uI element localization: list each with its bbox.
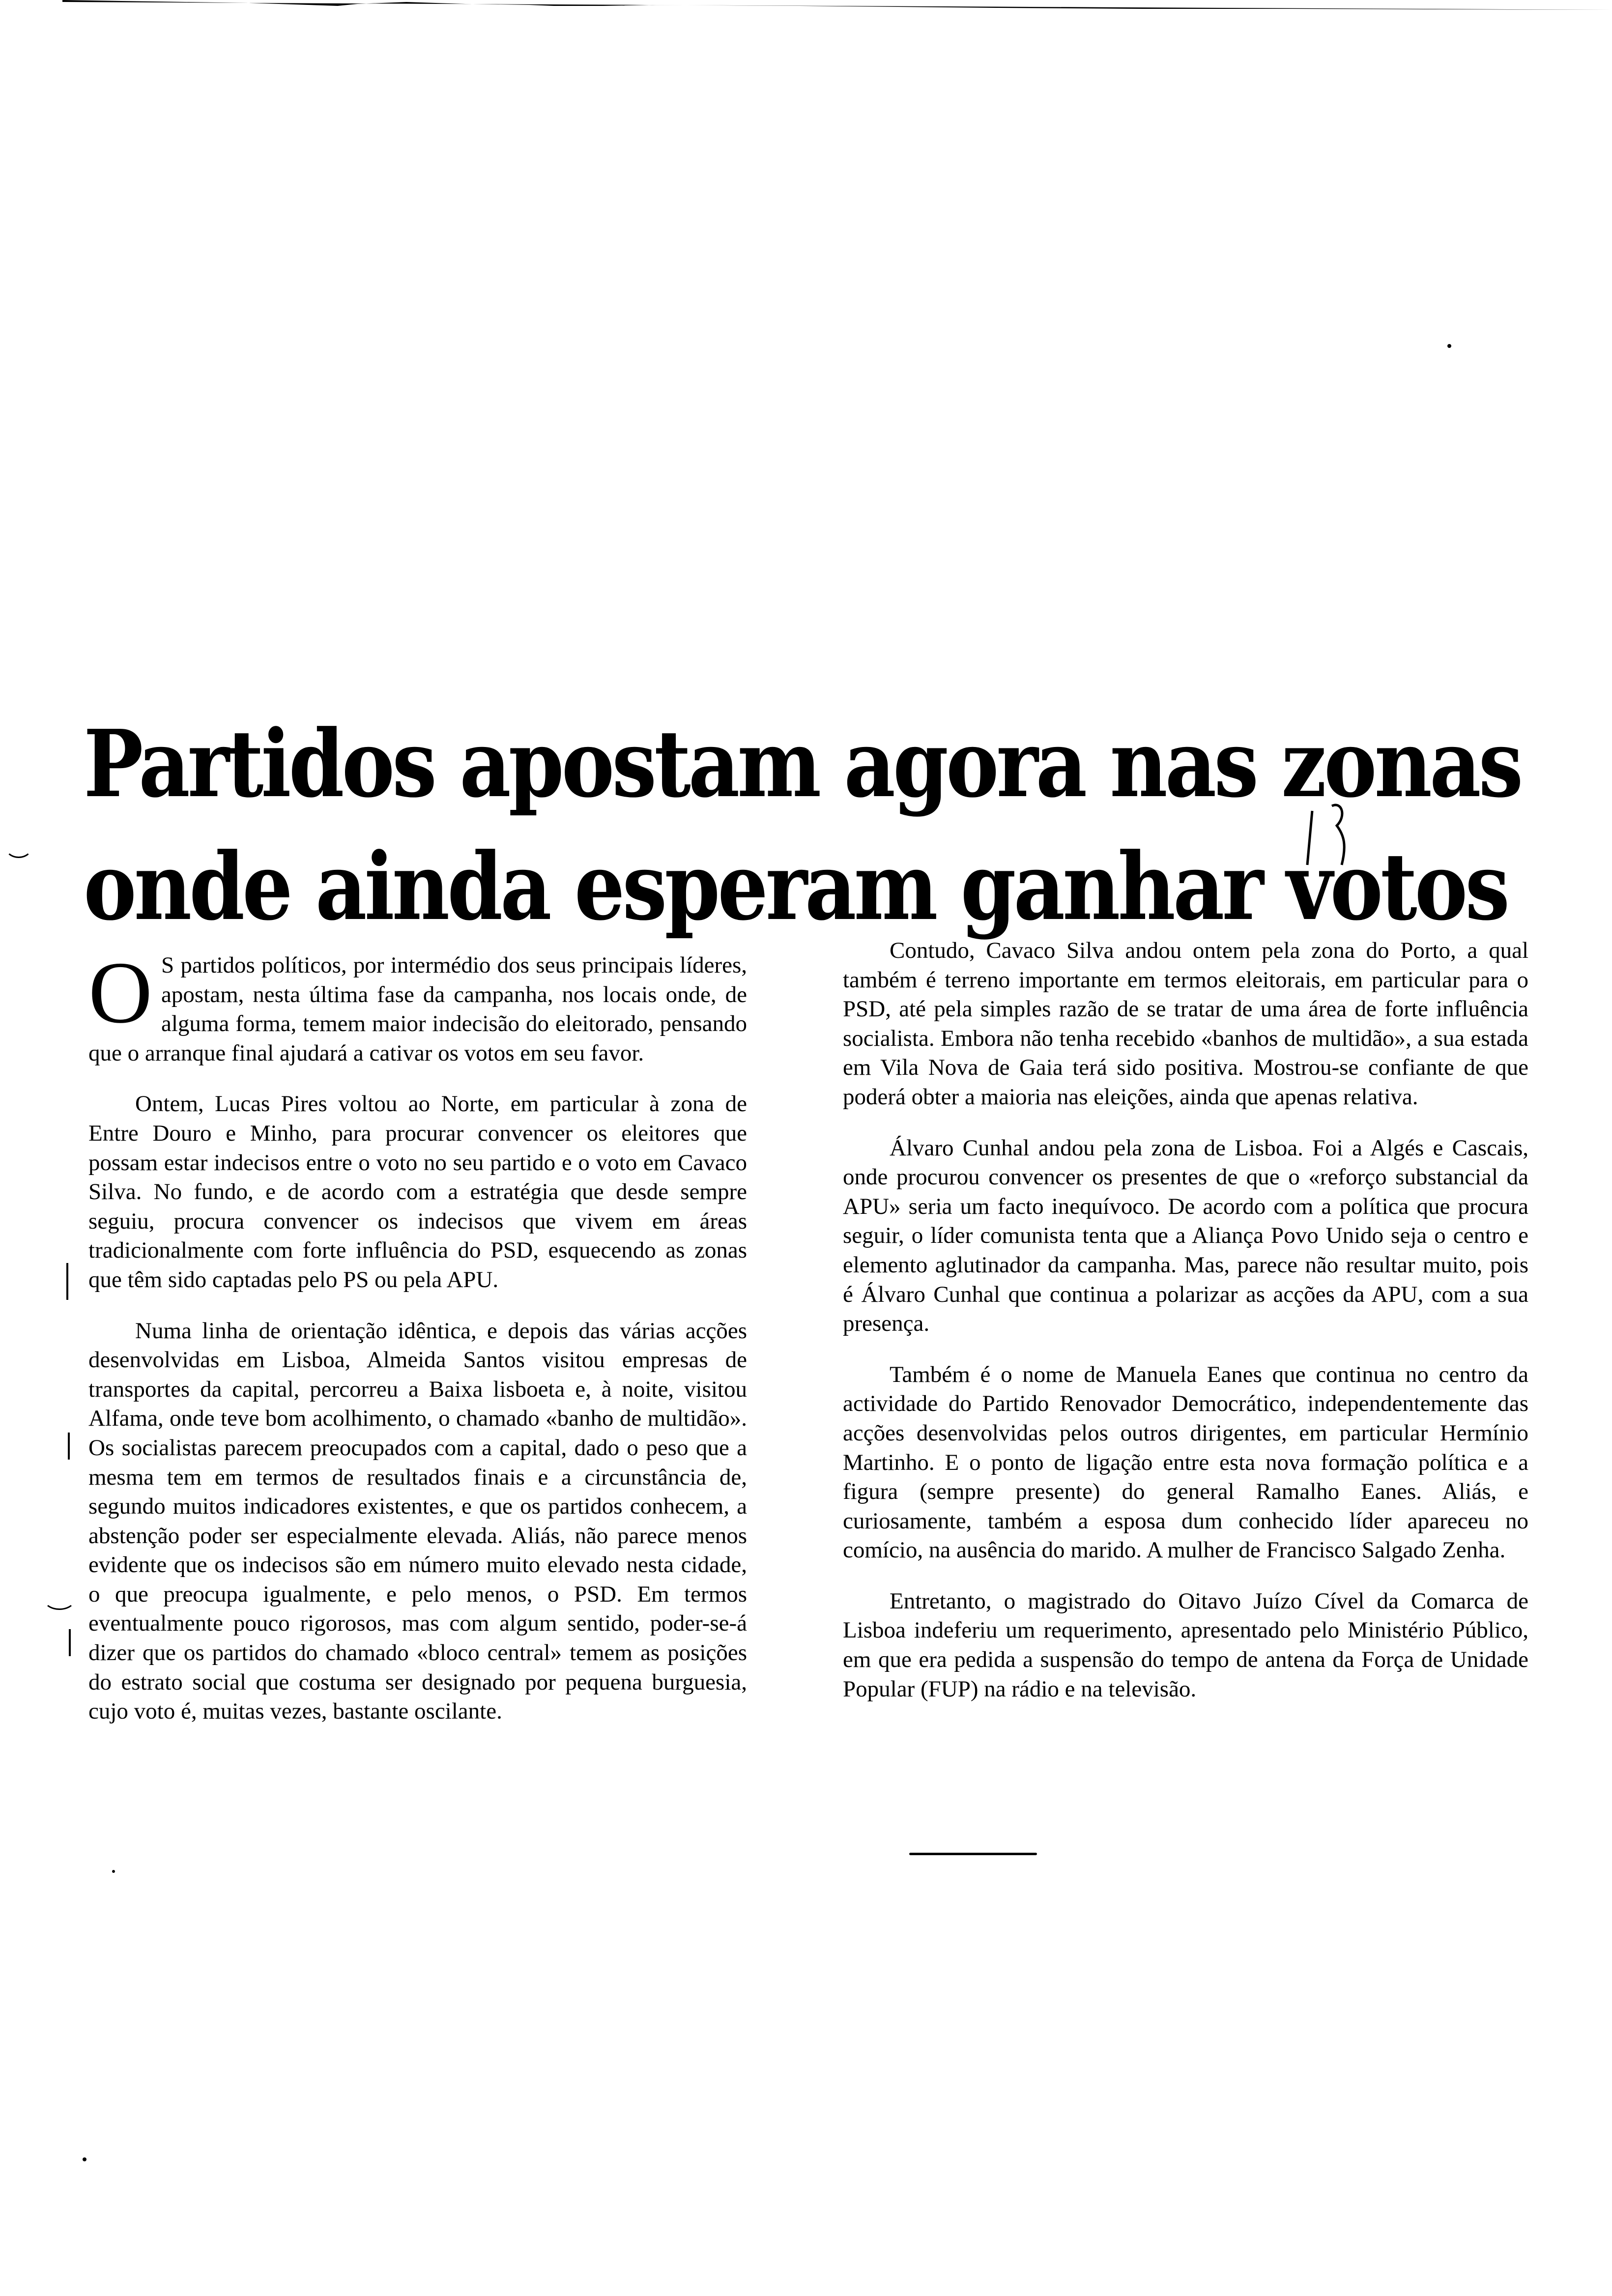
paragraph-text: Ontem, Lucas Pires voltou ao Norte, em particular à zona de Entre Douro e Minho, para procurar convencer os eleitores que possam estar indecisos entre o voto no seu partido e o voto em Cavaco Silva. No fundo, e de acordo com a estratégia que desde sempre seguiu, procura convencer os indecisos que vivem em áreas tradicionalmente com forte influência do PSD, esquecendo as zonas que têm sido captadas pelo PS ou pela APU. <box>88 1091 747 1292</box>
margin-line-mark <box>68 1433 70 1460</box>
article-column-right <box>843 936 1528 1725</box>
scan-speck <box>112 1870 115 1873</box>
scan-edge-artifact <box>62 0 1612 10</box>
article-column-left <box>88 944 747 1748</box>
paragraph-text: Entretanto, o magistrado do Oitavo Juízo Cível da Comarca de Lisboa indeferiu um requerimento, apresentado pelo Ministério Público, em que era pedida a suspensão do tempo de antena da Força de Unidade Popular (FUP) na rádio e na televisão. <box>843 1588 1528 1702</box>
margin-curve-mark <box>5 835 32 858</box>
handwritten-mark <box>1297 801 1376 875</box>
scan-speck <box>1447 344 1451 348</box>
drop-cap: O <box>88 944 152 1041</box>
paragraph-text: Numa linha de orientação idêntica, e depois das várias acções desenvolvidas em Lisboa, Almeida Santos visitou empresas de transportes da capital, percorreu a Baixa lisboeta e, à noite, visitou Alfama, onde teve bom acolhimento, o chamado «banho de multidão». Os socialistas parecem preocupados com a capital, dado o peso que a mesma tem em termos de resultados finais e a circunstância de, segundo muitos indicadores existentes, e que os partidos conhecem, a abstenção poder ser especialmente elevada. Aliás, não parece menos evidente que os indecisos são em número muito elevado nesta cidade, o que preocupa igualmente, e pelo menos, o PSD. Em termos eventualmente pouco rigorosos, mas com algum sentido, poder-se-á dizer que os partidos do chamado «bloco central» temem as posições do estrato social que costuma ser designado por pequena burguesia, cujo voto é, muitas vezes, bastante oscilante. <box>88 1318 747 1724</box>
article-paragraph <box>843 1134 1528 1339</box>
headline <box>84 703 1521 948</box>
margin-line-mark <box>66 1263 68 1300</box>
headline-line-2: onde ainda esperam ganhar votos <box>84 832 1508 941</box>
article-paragraph <box>88 1090 747 1294</box>
margin-line-mark <box>69 1629 71 1656</box>
article-paragraph <box>88 1317 747 1726</box>
paragraph-text: Também é o nome de Manuela Eanes que continua no centro da actividade do Partido Renovador Democrático, independentemente das acções desenvolvidas pelos outros dirigentes, em particular Hermínio Martinho. E o ponto de ligação entre esta nova formação política e a figura (sempre presente) do general Ramalho Eanes. Aliás, e curiosamente, também a esposa dum conhecido líder apareceu no comício, na ausência do marido. A mulher de Francisco Salgado Zenha. <box>843 1361 1528 1563</box>
article-end-rule <box>909 1853 1037 1855</box>
paragraph-text: Álvaro Cunhal andou pela zona de Lisboa. Foi a Algés e Cascais, onde procurou convencer os presentes de que o «reforço substancial da APU» seria um facto inequívoco. De acordo com a política que procura seguir, o líder comunista tenta que a Aliança Povo Unido seja o centro e elemento aglutinador da campanha. Mas, parece não resultar muito, pois é Álvaro Cunhal que continua a polarizar as acções da APU, com a sua presença. <box>843 1135 1528 1337</box>
headline-line-1: Partidos apostam agora nas zonas <box>84 710 1521 818</box>
article-paragraph <box>88 944 747 1068</box>
paragraph-text: S partidos políticos, por intermédio dos seus principais líderes, apostam, nesta última fase da campanha, nos locais onde, de alguma forma, temem maior indecisão do eleitorado, pensando que o arranque final ajudará a cativar os votos em seu favor. <box>88 952 747 1066</box>
article-paragraph <box>843 936 1528 1112</box>
article-paragraph <box>843 1360 1528 1565</box>
paragraph-text: Contudo, Cavaco Silva andou ontem pela zona do Porto, a qual também é terreno importante em termos eleitorais, em particular para o PSD, até pela simples razão de se tratar de uma área de forte influência socialista. Embora não tenha recebido «banhos de multidão», a sua estada em Vila Nova de Gaia terá sido positiva. Mostrou-se confiante de que poderá obter a maioria nas eleições, ainda que apenas relativa. <box>843 938 1528 1110</box>
margin-curve-mark <box>43 1587 76 1610</box>
article-paragraph <box>843 1587 1528 1704</box>
scan-speck <box>83 2157 86 2161</box>
